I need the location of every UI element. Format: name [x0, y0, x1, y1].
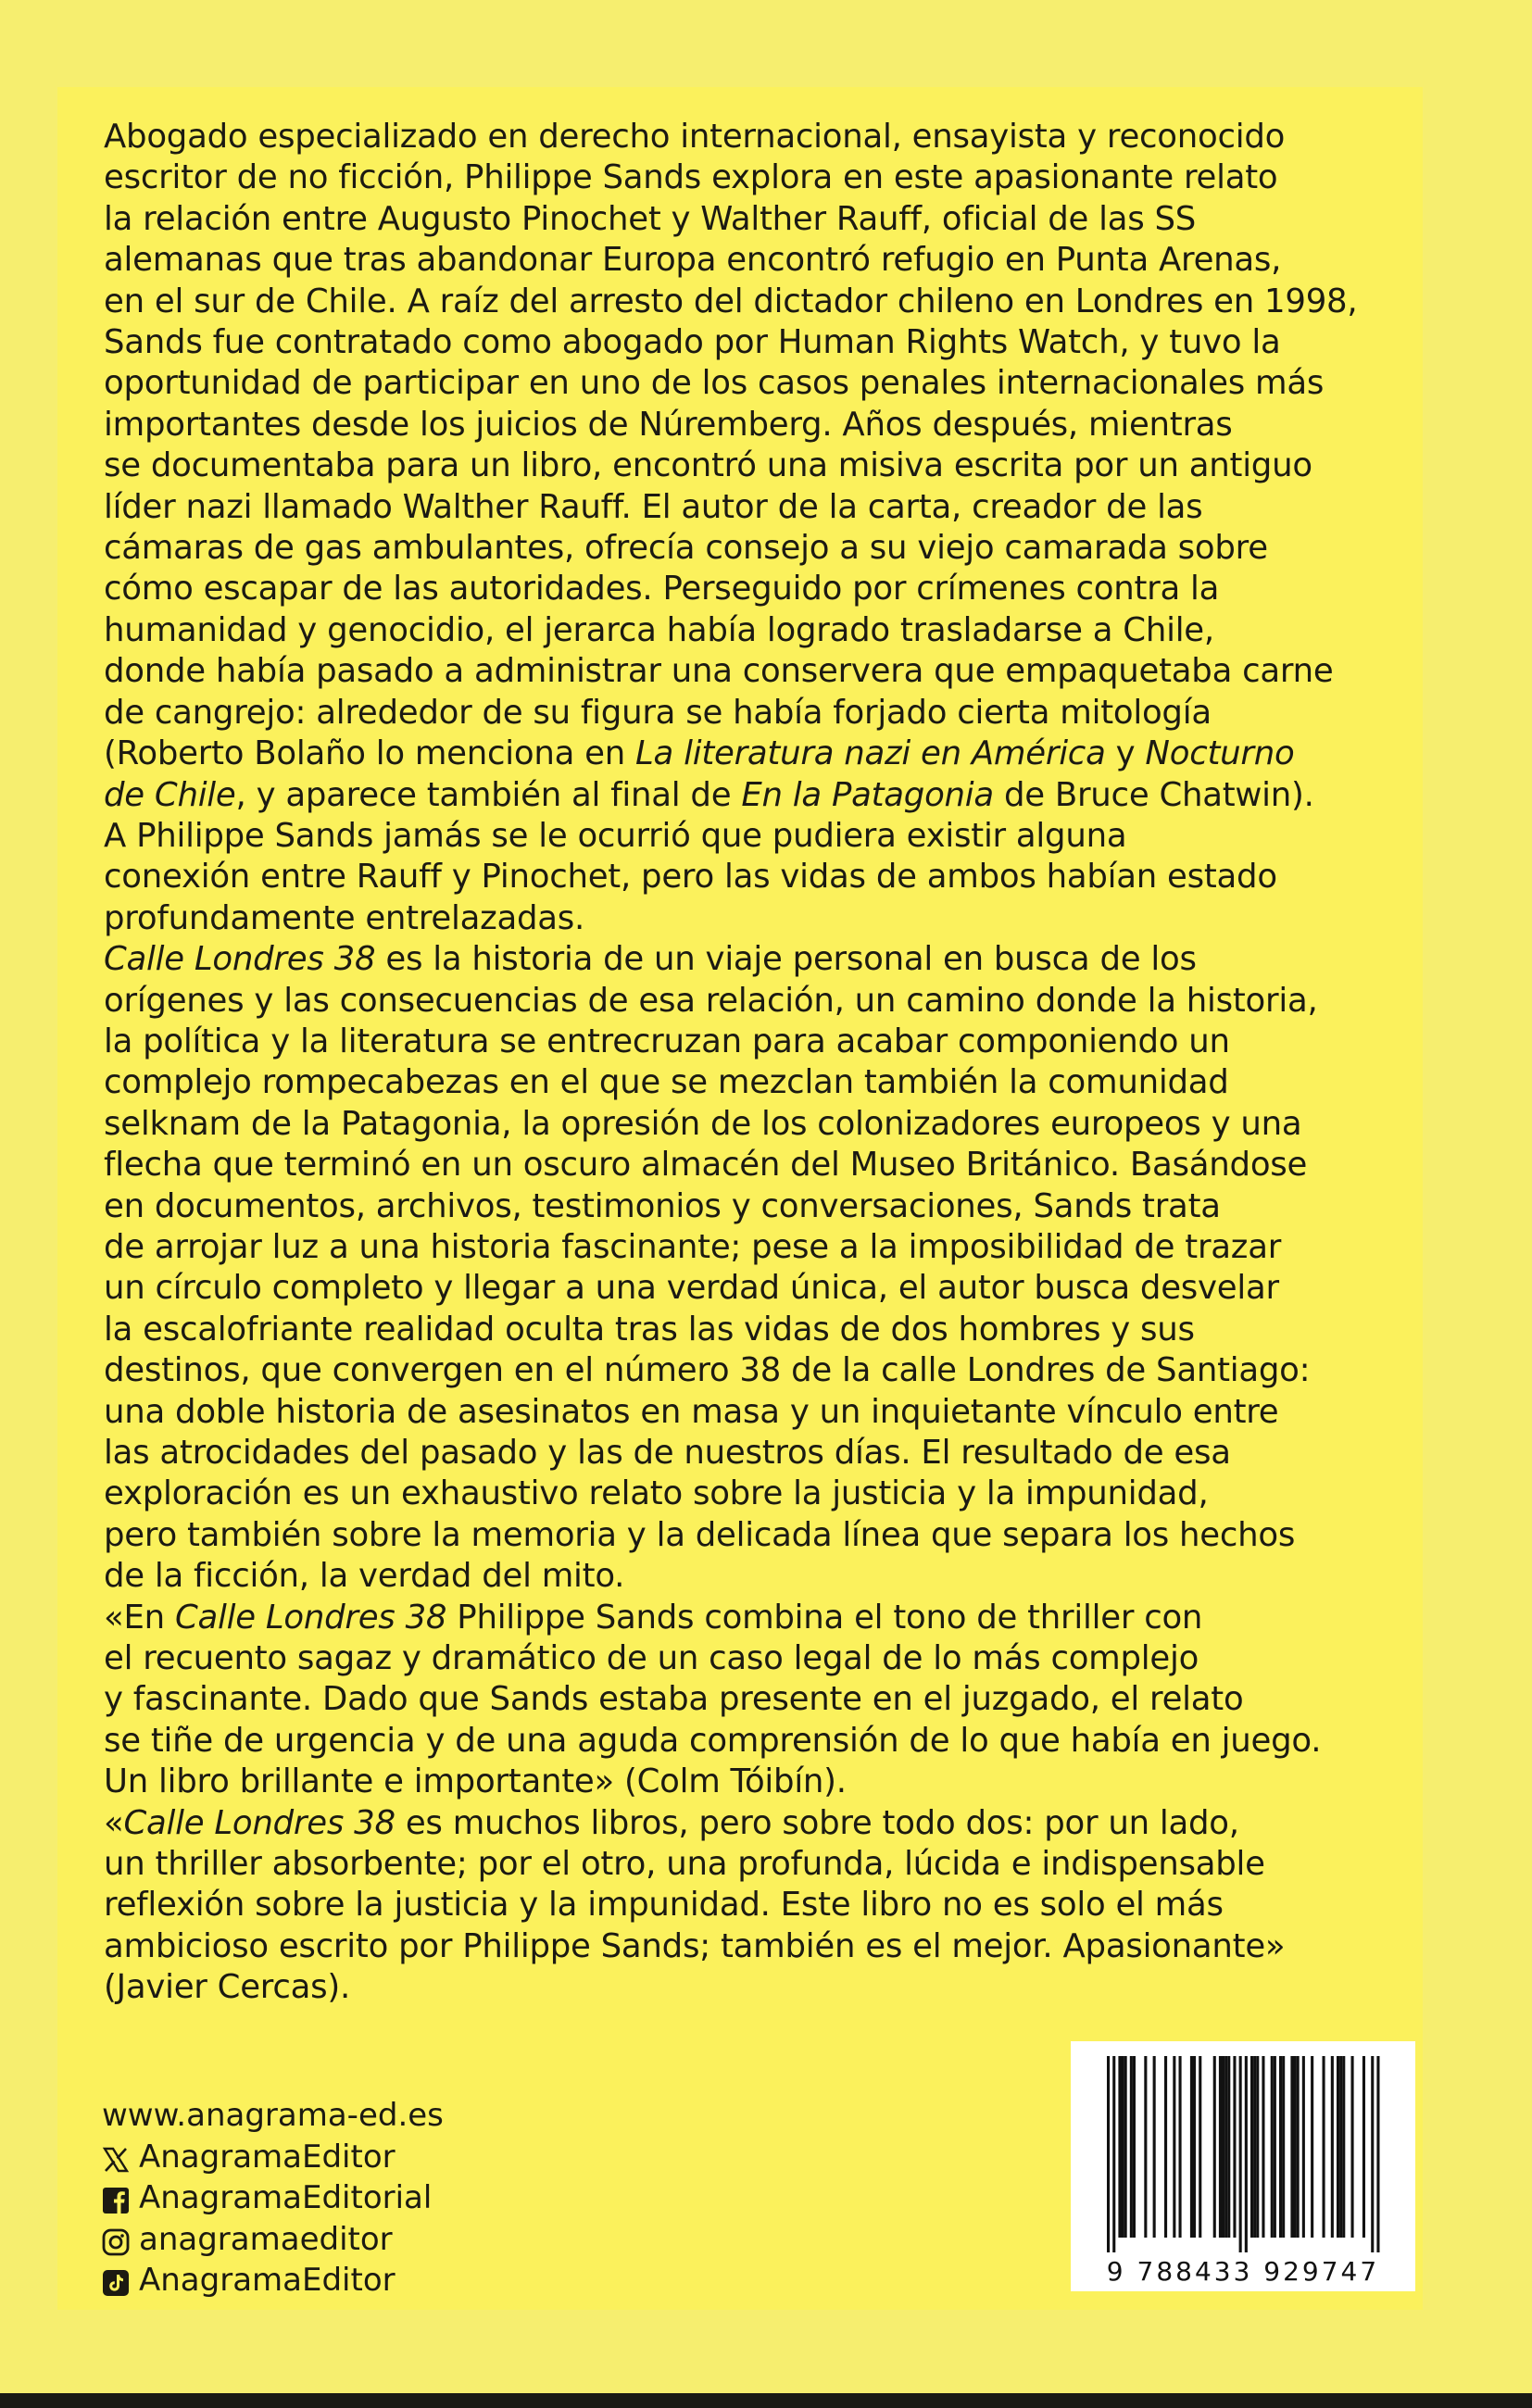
isbn-barcode — [1071, 2041, 1415, 2291]
synopsis-intro-lines — [104, 117, 1382, 734]
description-line: destinos, que convergen en el número 38 de la calle Londres de Santiago: — [104, 1351, 1311, 1390]
synopsis-line: cómo escapar de las autoridades. Perseguido por crímenes contra la — [104, 570, 1220, 608]
x-link[interactable] — [102, 2137, 444, 2178]
barcode-bar — [1376, 2056, 1379, 2252]
barcode-bar — [1351, 2056, 1354, 2238]
tiktok-link[interactable] — [102, 2260, 444, 2301]
barcode-bar — [1153, 2056, 1156, 2238]
description-line: un círculo completo y llegar a una verdad única, el autor busca desvelar — [104, 1269, 1279, 1308]
quote-line: reflexión sobre la justicia y la impunidad. Este libro no es solo el más — [104, 1886, 1224, 1925]
quote-toibin-lines — [104, 1638, 1382, 1803]
barcode-bar — [1274, 2056, 1276, 2238]
description-line: la política y la literatura se entrecruzan para acabar componiendo un — [104, 1022, 1230, 1060]
quote-line: y fascinante. Dado que Sands estaba presente en el juzgado, el relato — [104, 1680, 1244, 1719]
synopsis-closing-lines — [104, 816, 1382, 939]
bolano-sentence — [104, 734, 1382, 816]
barcode-bar — [1130, 2056, 1133, 2238]
barcode-bar — [1271, 2056, 1274, 2238]
barcode-bar — [1282, 2056, 1285, 2238]
x-handle[interactable]: AnagramaEditor — [139, 2138, 396, 2176]
barcode-bar — [1107, 2056, 1110, 2252]
barcode-bar — [1371, 2056, 1374, 2252]
barcode-bar — [1294, 2056, 1297, 2238]
barcode-bar — [1290, 2056, 1293, 2238]
barcode-bar — [1122, 2056, 1124, 2238]
barcode-bar — [1331, 2056, 1334, 2238]
book-title-nocturno-b: de Chile — [104, 775, 236, 814]
synopsis-line: escritor de no ficción, Philippe Sands explora en este apasionante relato — [104, 158, 1278, 197]
instagram-icon — [102, 2226, 130, 2253]
barcode-bar — [1297, 2056, 1300, 2238]
synopsis-line: profundamente entrelazadas. — [104, 898, 585, 937]
description-book-title: Calle Londres 38 — [104, 940, 376, 979]
bolano-text-c: , y aparece también al final de — [235, 775, 742, 814]
quote-line: el recuento sagaz y dramático de un caso legal de lo más complejo — [104, 1639, 1199, 1678]
bolano-text-d: de Bruce Chatwin). — [993, 775, 1314, 814]
synopsis-line: alemanas que tras abandonar Europa encontró refugio en Punta Arenas, — [104, 241, 1282, 280]
synopsis-line: oportunidad de participar en uno de los casos penales internacionales más — [104, 364, 1325, 403]
barcode-bar — [1302, 2056, 1305, 2238]
quote-cercas-book-title: Calle Londres 38 — [123, 1803, 396, 1842]
description-line: exploración es un exhaustivo relato sobre la justicia y la impunidad, — [104, 1474, 1209, 1513]
synopsis-line: líder nazi llamado Walther Rauff. El autor de la carta, creador de las — [104, 487, 1203, 526]
book-title-patagonia: En la Patagonia — [741, 775, 994, 814]
barcode-bar — [1262, 2056, 1264, 2238]
quote-line: (Javier Cercas). — [104, 1968, 351, 2007]
barcode-bar — [1337, 2056, 1339, 2238]
barcode-bar — [1233, 2056, 1236, 2238]
barcode-bar — [1256, 2056, 1259, 2238]
instagram-link[interactable] — [102, 2219, 444, 2261]
bottom-edge — [0, 2393, 1532, 2408]
barcode-bar — [1311, 2056, 1313, 2238]
barcode-bar — [1193, 2056, 1196, 2238]
tiktok-icon — [102, 2266, 130, 2294]
barcode-bar — [1124, 2056, 1127, 2238]
synopsis-line: en el sur de Chile. A raíz del arresto del dictador chileno en Londres en 1998, — [104, 282, 1358, 320]
description-line: una doble historia de asesinatos en masa y un inquietante vínculo entre — [104, 1392, 1279, 1431]
barcode-bar — [1173, 2056, 1175, 2238]
facebook-link[interactable] — [102, 2177, 444, 2219]
bolano-text-b: y — [1105, 734, 1146, 773]
description-line: pero también sobre la memoria y la delicada línea que separa los hechos — [104, 1515, 1296, 1554]
description-lines — [104, 981, 1382, 1598]
description-first-line: es la historia de un viaje personal en busca de los — [375, 940, 1197, 979]
quote-line: se tiñe de urgencia y de una aguda comprensión de lo que había en juego. — [104, 1721, 1322, 1760]
website-url[interactable]: www.anagrama-ed.es — [102, 2097, 444, 2134]
quote-line: un thriller absorbente; por el otro, una profunda, lúcida e indispensable — [104, 1845, 1265, 1884]
synopsis-line: donde había pasado a administrar una conservera que empaquetaba carne — [104, 652, 1334, 691]
barcode-bar — [1279, 2056, 1282, 2238]
description-line: de arrojar luz a una historia fascinante; pese a la imposibilidad de trazar — [104, 1227, 1282, 1266]
synopsis-line: de cangrejo: alrededor de su figura se había forjado cierta mitología — [104, 693, 1212, 732]
description-line: las atrocidades del pasado y las de nuestros días. El resultado de esa — [104, 1434, 1231, 1472]
synopsis-line: A Philippe Sands jamás se le ocurrió que pudiera existir alguna — [104, 816, 1127, 855]
barcode-bar — [1222, 2056, 1224, 2238]
synopsis-line: se documentaba para un libro, encontró una misiva escrita por un antiguo — [104, 446, 1312, 485]
description-line: orígenes y las consecuencias de esa relación, un camino donde la historia, — [104, 981, 1318, 1020]
barcode-bar — [1199, 2056, 1201, 2238]
instagram-handle[interactable]: anagramaeditor — [139, 2220, 393, 2258]
quote-toibin-book-title: Calle Londres 38 — [174, 1598, 447, 1637]
barcode-bar — [1112, 2056, 1115, 2252]
barcode-bar — [1179, 2056, 1182, 2238]
synopsis-line: cámaras de gas ambulantes, ofrecía consejo a su viejo camarada sobre — [104, 529, 1268, 568]
bolano-text-a: (Roberto Bolaño lo menciona en — [104, 734, 636, 773]
barcode-bar — [1213, 2056, 1216, 2238]
description-line: complejo rompecabezas en el que se mezclan también la comunidad — [104, 1063, 1229, 1102]
barcode-bar — [1164, 2056, 1167, 2238]
synopsis-line: importantes desde los juicios de Núremberg. Años después, mientras — [104, 405, 1233, 444]
quote-line: ambicioso escrito por Philippe Sands; también es el mejor. Apasionante» — [104, 1926, 1286, 1965]
description-line: selknam de la Patagonia, la opresión de los colonizadores europeos y una — [104, 1104, 1302, 1143]
barcode-bar — [1224, 2056, 1227, 2238]
facebook-handle[interactable]: AnagramaEditorial — [139, 2179, 433, 2216]
barcode-bar — [1239, 2056, 1242, 2252]
description-line: la escalofriante realidad oculta tras las vidas de dos hombres y sus — [104, 1310, 1195, 1348]
website-link[interactable] — [102, 2095, 444, 2137]
description-paragraph — [104, 939, 1382, 980]
synopsis-paragraph — [104, 117, 1382, 939]
synopsis-line: la relación entre Augusto Pinochet y Walther Rauff, oficial de las SS — [104, 199, 1197, 238]
description-line: flecha que terminó en un oscuro almacén del Museo Británico. Basándose — [104, 1146, 1308, 1185]
barcode-bar — [1133, 2056, 1136, 2238]
quote-cercas-lines — [104, 1844, 1382, 2009]
barcode-bar — [1339, 2056, 1342, 2238]
publisher-links — [102, 2095, 444, 2301]
barcode-bar — [1118, 2056, 1121, 2238]
synopsis-line: Sands fue contratado como abogado por Human Rights Watch, y tuvo la — [104, 323, 1281, 362]
x-icon — [102, 2143, 130, 2171]
description-line: en documentos, archivos, testimonios y conversaciones, Sands trata — [104, 1186, 1221, 1225]
isbn-number: 9 788433 929747 — [1106, 2256, 1380, 2287]
barcode-bar — [1250, 2056, 1253, 2238]
synopsis-line: humanidad y genocidio, el jerarca había logrado trasladarse a Chile, — [104, 610, 1214, 649]
quote-toibin-first-line: Philippe Sands combina el tono de thriller con — [446, 1598, 1203, 1637]
barcode-bar — [1144, 2056, 1147, 2238]
tiktok-handle[interactable]: AnagramaEditor — [139, 2262, 396, 2299]
facebook-icon — [102, 2184, 130, 2212]
synopsis-line: conexión entre Rauff y Pinochet, pero las vidas de ambos habían estado — [104, 858, 1277, 897]
book-title-nocturno-a: Nocturno — [1145, 734, 1295, 773]
barcode-bar — [1227, 2056, 1230, 2238]
barcode-bar — [1219, 2056, 1222, 2238]
quote-cercas — [104, 1803, 1382, 1844]
book-title-literatura-nazi: La literatura nazi en América — [635, 734, 1106, 773]
barcode-bar — [1323, 2056, 1325, 2238]
barcode-bar — [1253, 2056, 1256, 2238]
barcode-bar — [1245, 2056, 1248, 2252]
description-line: de la ficción, la verdad del mito. — [104, 1557, 625, 1596]
quote-cercas-first-line: es muchos libros, pero sobre todo dos: por un lado, — [395, 1803, 1239, 1842]
blurb-text — [104, 117, 1382, 2009]
quote-toibin — [104, 1598, 1382, 1638]
barcode-bar — [1342, 2056, 1345, 2238]
quote-toibin-open: «En — [104, 1598, 175, 1637]
quote-cercas-open: « — [104, 1803, 124, 1842]
barcode-bar — [1190, 2056, 1193, 2238]
synopsis-line: Abogado especializado en derecho internacional, ensayista y reconocido — [104, 118, 1286, 156]
quote-line: Un libro brillante e importante» (Colm Tóibín). — [104, 1762, 847, 1801]
barcode-bars — [1071, 2041, 1415, 2256]
barcode-bar — [1362, 2056, 1365, 2238]
